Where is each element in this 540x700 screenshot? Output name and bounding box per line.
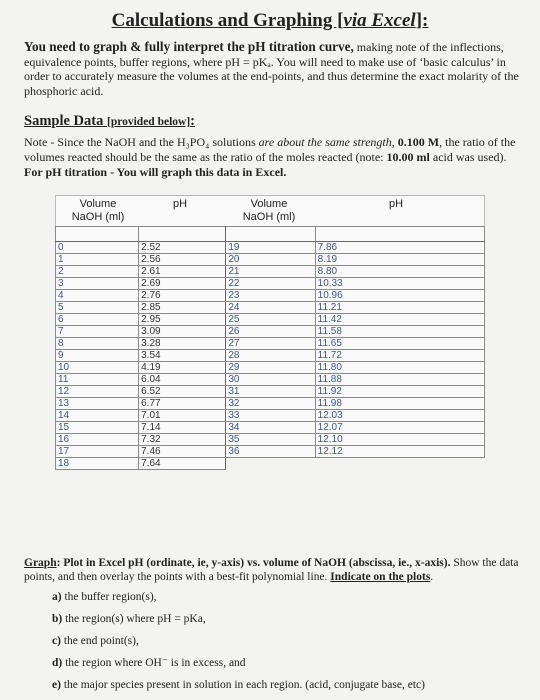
volume-cell: 27 (226, 338, 315, 350)
volume-cell: 6 (56, 314, 139, 326)
table-row (56, 314, 485, 326)
table-row (56, 254, 485, 266)
volume-cell: 30 (226, 374, 315, 386)
ph-cell: 4.19 (139, 362, 226, 374)
ph-cell: 3.54 (139, 350, 226, 362)
header-volume-1: Volume NaOH (ml) (71, 198, 125, 223)
table-row (56, 242, 485, 254)
ph-cell: 8.19 (315, 254, 484, 266)
ph-cell: 2.76 (139, 290, 226, 302)
volume-cell: 13 (56, 398, 139, 410)
ph-cell: 2.61 (139, 266, 226, 278)
ph-cell: 6.04 (139, 374, 226, 386)
ph-cell: 7.01 (139, 410, 226, 422)
ph-cell: 2.56 (139, 254, 226, 266)
table-row (56, 338, 485, 350)
volume-cell: 10 (56, 362, 139, 374)
volume-cell: 28 (226, 350, 315, 362)
header-ph-2: pH (388, 198, 404, 210)
volume-cell: 2 (56, 266, 139, 278)
volume-cell: 24 (226, 302, 315, 314)
list-item: a) the buffer region(s), (52, 591, 157, 603)
ph-cell: 11.80 (315, 362, 484, 374)
volume-cell (226, 458, 315, 470)
volume-cell: 4 (56, 290, 139, 302)
volume-cell: 9 (56, 350, 139, 362)
ph-cell: 11.58 (315, 326, 484, 338)
volume-cell: 33 (226, 410, 315, 422)
ph-cell: 11.92 (315, 386, 484, 398)
table-row (56, 278, 485, 290)
ph-cell: 7.32 (139, 434, 226, 446)
table-spacer-row (56, 227, 485, 242)
note-paragraph: Note - Since the NaOH and the H₃PO₄ solutions are about the same strength, 0.100 M, the ratio of the volumes reacted should be the same as the ratio of the moles reacted (note: 10.00 ml acid was used). For pH titration - You will graph this data in Excel. (24, 135, 516, 179)
ph-cell: 2.52 (139, 242, 226, 254)
table-row (56, 446, 485, 458)
list-item: e) the major species present in solution in each region. (acid, conjugate base, etc) (52, 679, 425, 691)
volume-cell: 35 (226, 434, 315, 446)
table-row (56, 350, 485, 362)
volume-cell: 31 (226, 386, 315, 398)
table-row (56, 374, 485, 386)
ph-cell (315, 458, 484, 470)
volume-cell: 19 (226, 242, 315, 254)
ph-cell: 6.52 (139, 386, 226, 398)
volume-cell: 29 (226, 362, 315, 374)
table-row (56, 326, 485, 338)
volume-cell: 7 (56, 326, 139, 338)
plot-items-list (52, 590, 425, 700)
ph-cell: 7.64 (139, 458, 226, 470)
header-volume-2: Volume NaOH (ml) (242, 198, 296, 223)
intro-lead: You need to graph & fully interpret the pH titration curve, (24, 39, 354, 54)
ph-cell: 12.12 (315, 446, 484, 458)
ph-cell: 8.80 (315, 266, 484, 278)
table-row (56, 290, 485, 302)
volume-cell: 17 (56, 446, 139, 458)
ph-cell: 10.96 (315, 290, 484, 302)
table-row (56, 410, 485, 422)
volume-cell: 12 (56, 386, 139, 398)
volume-cell: 1 (56, 254, 139, 266)
ph-cell: 3.28 (139, 338, 226, 350)
ph-cell: 11.98 (315, 398, 484, 410)
ph-cell: 7.86 (315, 242, 484, 254)
table-row (56, 302, 485, 314)
volume-cell: 23 (226, 290, 315, 302)
graph-instructions: Graph: Plot in Excel pH (ordinate, ie, y-axis) vs. volume of NaOH (abscissa, ie., x-axis). Show the data points, and then overlay the points with a best-fit polynomial line. Indicate on the plots. (24, 557, 519, 583)
list-item: d) the region where OH⁻ is in excess, and (52, 657, 246, 669)
ph-cell: 11.88 (315, 374, 484, 386)
volume-cell: 20 (226, 254, 315, 266)
header-ph-1: pH (172, 198, 188, 210)
data-grid (55, 226, 485, 470)
ph-cell: 2.69 (139, 278, 226, 290)
table-row (56, 422, 485, 434)
ph-cell: 7.46 (139, 446, 226, 458)
volume-cell: 14 (56, 410, 139, 422)
volume-cell: 34 (226, 422, 315, 434)
intro-paragraph (24, 40, 520, 98)
list-item: c) the end point(s), (52, 635, 139, 647)
ph-cell: 2.85 (139, 302, 226, 314)
titration-table (55, 195, 485, 470)
volume-cell: 18 (56, 458, 139, 470)
ph-cell: 12.07 (315, 422, 484, 434)
table-row (56, 458, 485, 470)
ph-cell: 11.42 (315, 314, 484, 326)
ph-cell: 11.72 (315, 350, 484, 362)
ph-cell: 11.65 (315, 338, 484, 350)
table-row (56, 386, 485, 398)
ph-cell: 7.14 (139, 422, 226, 434)
volume-cell: 0 (56, 242, 139, 254)
volume-cell: 36 (226, 446, 315, 458)
volume-cell: 3 (56, 278, 139, 290)
table-row (56, 434, 485, 446)
ph-cell: 11.21 (315, 302, 484, 314)
ph-cell: 3.09 (139, 326, 226, 338)
list-item: b) the region(s) where pH = pKa, (52, 613, 206, 625)
sample-data-heading: Sample Data [provided below]: (24, 113, 195, 129)
ph-cell: 2.95 (139, 314, 226, 326)
ph-cell: 10.33 (315, 278, 484, 290)
table-row (56, 362, 485, 374)
volume-cell: 15 (56, 422, 139, 434)
volume-cell: 8 (56, 338, 139, 350)
volume-cell: 26 (226, 326, 315, 338)
table-row (56, 266, 485, 278)
ph-cell: 12.03 (315, 410, 484, 422)
volume-cell: 16 (56, 434, 139, 446)
table-row (56, 398, 485, 410)
ph-cell: 6.77 (139, 398, 226, 410)
ph-cell: 12.10 (315, 434, 484, 446)
intro-rest: making note of the inflections, equivalence points, buffer regions, where pH = pKₐ. You will need to make use of ‘basic calculus’ in order to accurately measure the volumes at the end-points, and thus determine the exact molarity of the phosphoric acid. (24, 40, 519, 98)
volume-cell: 11 (56, 374, 139, 386)
volume-cell: 5 (56, 302, 139, 314)
volume-cell: 21 (226, 266, 315, 278)
volume-cell: 32 (226, 398, 315, 410)
table-header (55, 195, 485, 226)
volume-cell: 25 (226, 314, 315, 326)
page-title: Calculations and Graphing [via Excel]: (111, 10, 429, 31)
volume-cell: 22 (226, 278, 315, 290)
